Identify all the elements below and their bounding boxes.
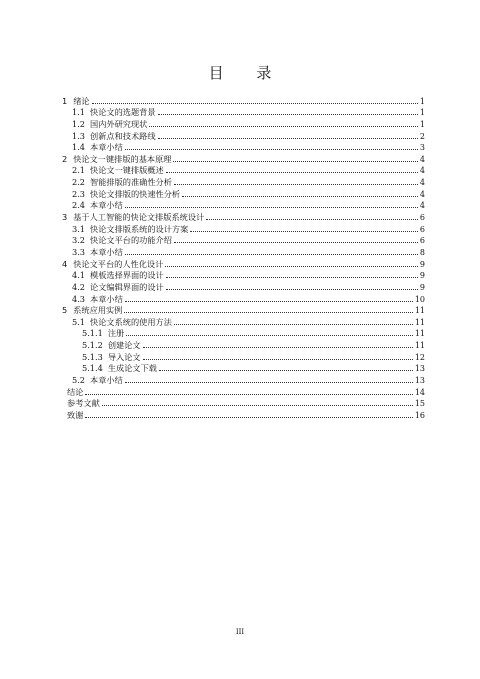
entry-text: 参考文献 [67, 398, 100, 409]
entry-text: 绪论 [73, 95, 90, 106]
entry-number: 3 [62, 212, 68, 223]
entry-text: 本章小结 [90, 142, 123, 153]
entry-number: 5.1.4 [82, 363, 103, 374]
entry-text: 模板选择界面的设计 [90, 270, 164, 281]
entry-page: 9 [419, 271, 425, 281]
entry-page: 4 [419, 201, 425, 211]
dot-leader [174, 324, 413, 325]
dot-leader [126, 335, 413, 336]
toc-entry[interactable] [62, 270, 425, 282]
dot-leader [173, 161, 417, 162]
dot-leader [143, 347, 413, 348]
entry-page: 10 [414, 294, 425, 304]
entry-page: 4 [419, 166, 425, 176]
dot-leader [149, 126, 418, 127]
entry-page: 11 [414, 317, 425, 327]
entry-number: 5.1.3 [82, 351, 103, 362]
entry-number: 4.3 [72, 293, 86, 304]
entry-text: 快论文一键排版概述 [90, 165, 164, 176]
dot-leader [125, 382, 413, 383]
entry-number: 2.4 [72, 200, 86, 211]
entry-page: 12 [414, 352, 425, 362]
dot-leader [102, 405, 413, 406]
entry-text: 本章小结 [90, 293, 123, 304]
entry-text: 快论文平台的人性化设计 [73, 258, 164, 269]
dot-leader [159, 370, 413, 371]
dot-leader [125, 207, 418, 208]
entry-number: 5.1.2 [82, 340, 103, 351]
entry-page: 4 [419, 154, 425, 164]
toc-title: 目 录 [208, 64, 286, 82]
entry-number: 2.1 [72, 165, 86, 176]
entry-text: 基于人工智能的快论文排版系统设计 [73, 212, 205, 223]
dot-leader [182, 196, 418, 197]
dot-leader [143, 359, 413, 360]
entry-number: 3.2 [72, 235, 86, 246]
entry-number: 4.2 [72, 281, 86, 292]
toc-entry[interactable] [62, 165, 425, 177]
entry-number: 5.1.1 [82, 328, 103, 339]
entry-page: 4 [419, 178, 425, 188]
toc-entry[interactable] [62, 95, 425, 107]
dot-leader [85, 394, 412, 395]
toc-entry[interactable] [62, 258, 425, 270]
entry-number: 5 [62, 305, 68, 316]
entry-text: 快论文系统的使用方法 [90, 316, 172, 327]
entry-number: 2.3 [72, 188, 86, 199]
dot-leader [125, 301, 413, 302]
dot-leader [166, 277, 418, 278]
entry-text: 导入论文 [107, 351, 141, 362]
entry-text: 致谢 [67, 409, 84, 420]
entry-page: 14 [414, 387, 425, 397]
toc-entry[interactable] [62, 200, 425, 212]
toc-entry[interactable] [62, 176, 425, 188]
toc-entry[interactable] [62, 223, 425, 235]
toc-entry[interactable] [62, 246, 425, 258]
entry-number: 2.2 [72, 177, 86, 188]
toc-entry[interactable] [62, 363, 425, 375]
entry-text: 本章小结 [90, 246, 123, 257]
entry-text: 本章小结 [90, 200, 123, 211]
toc-entry[interactable] [62, 153, 425, 165]
entry-text: 创建论文 [107, 340, 141, 351]
dot-leader [174, 184, 418, 185]
entry-text: 快论文排版系统的设计方案 [90, 223, 189, 234]
toc-entry[interactable] [62, 281, 425, 293]
entry-page: 13 [414, 364, 425, 374]
entry-page: 6 [419, 236, 425, 246]
entry-page: 9 [419, 282, 425, 292]
dot-leader [166, 289, 418, 290]
toc-entry[interactable] [62, 374, 425, 386]
entry-text: 快论文的选题背景 [90, 107, 156, 118]
entry-text: 智能排版的准确性分析 [90, 177, 172, 188]
entry-text: 注册 [107, 328, 125, 339]
entry-page: 1 [419, 96, 425, 106]
dot-leader [165, 266, 418, 267]
entry-page: 1 [419, 119, 425, 129]
entry-page: 13 [414, 376, 425, 386]
dot-leader [158, 114, 418, 115]
entry-text: 快论文排版的快速性分析 [90, 188, 181, 199]
dot-leader [174, 242, 418, 243]
entry-page: 1 [419, 108, 425, 118]
toc-entry[interactable] [62, 118, 425, 130]
entry-text: 系统应用实例 [73, 305, 123, 316]
toc-entry[interactable] [62, 328, 425, 340]
dot-leader [166, 172, 418, 173]
toc-entry[interactable] [62, 188, 425, 200]
entry-page: 11 [414, 329, 425, 339]
dot-leader [158, 138, 418, 139]
entry-text: 生成论文下载 [107, 363, 157, 374]
toc-list [62, 95, 425, 421]
toc-entry[interactable] [62, 142, 425, 154]
entry-page: 4 [419, 189, 425, 199]
entry-page: 16 [414, 410, 425, 420]
dot-leader [125, 149, 418, 150]
toc-entry[interactable] [62, 386, 425, 398]
toc-entry[interactable] [62, 293, 425, 305]
toc-entry[interactable] [62, 351, 425, 363]
toc-entry[interactable] [62, 130, 425, 142]
entry-text: 创新点和技术路线 [90, 130, 156, 141]
toc-entry[interactable] [62, 409, 425, 421]
toc-entry[interactable] [62, 305, 425, 317]
entry-number: 1 [62, 95, 68, 106]
dot-leader [85, 417, 412, 418]
entry-page: 6 [419, 224, 425, 234]
toc-entry[interactable] [62, 211, 425, 223]
entry-text: 快论文平台的功能介绍 [90, 235, 172, 246]
entry-page: 9 [419, 259, 425, 269]
dot-leader [190, 231, 418, 232]
dot-leader [125, 254, 418, 255]
entry-number: 4 [62, 258, 68, 269]
entry-number: 4.1 [72, 270, 86, 281]
entry-number: 5.1 [72, 316, 86, 327]
dot-leader [92, 103, 418, 104]
entry-page: 15 [414, 399, 425, 409]
entry-text: 国内外研究现状 [90, 118, 148, 129]
toc-entry[interactable] [62, 339, 425, 351]
entry-page: 11 [414, 306, 425, 316]
entry-page: 3 [419, 143, 425, 153]
entry-text: 快论文一键排版的基本原理 [73, 153, 172, 164]
entry-number: 5.2 [72, 375, 86, 386]
entry-number: 3.1 [72, 223, 86, 234]
dot-leader [206, 219, 418, 220]
page-number-footer: III [235, 628, 245, 636]
entry-number: 1.1 [72, 107, 86, 118]
dot-leader [124, 312, 412, 313]
entry-text: 本章小结 [90, 375, 123, 386]
entry-page: 11 [414, 341, 425, 351]
entry-number: 3.3 [72, 246, 86, 257]
toc-entry[interactable] [62, 398, 425, 410]
toc-entry[interactable] [62, 235, 425, 247]
entry-page: 2 [419, 131, 425, 141]
entry-number: 1.3 [72, 130, 86, 141]
entry-number: 1.4 [72, 142, 86, 153]
entry-number: 2 [62, 153, 68, 164]
entry-text: 论文编辑界面的设计 [90, 281, 164, 292]
entry-text: 结论 [67, 386, 84, 397]
toc-entry[interactable] [62, 107, 425, 119]
toc-entry[interactable] [62, 316, 425, 328]
entry-page: 8 [419, 247, 425, 257]
entry-number: 1.2 [72, 118, 86, 129]
entry-page: 6 [419, 213, 425, 223]
